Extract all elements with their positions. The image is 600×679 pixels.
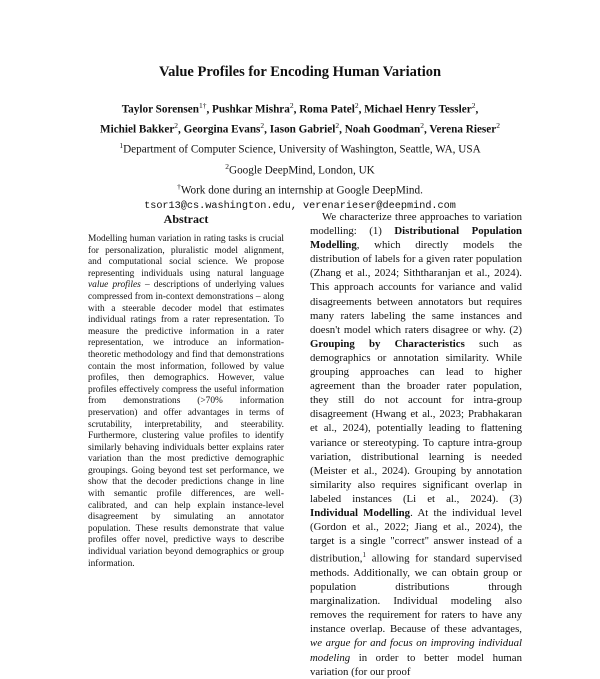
author-name: Michael Henry Tessler [364,103,472,116]
affiliation-mark: 1 [119,141,124,151]
affiliation-2 [40,159,560,179]
affiliation-mark: 2 [225,161,229,171]
author-name: Georgina Evans [183,123,261,136]
intro-paragraph [310,210,522,679]
affiliation-text: Department of Computer Science, University of Washington, Seattle, WA, USA [123,144,481,157]
note-mark: † [177,181,181,191]
affiliation-1 [40,138,560,158]
author-affiliation-mark: 2 [354,101,359,110]
author-name: Pushkar Mishra [212,103,290,116]
author-emails: tsor13@cs.washington.edu, verenarieser@deepmind.com [144,201,456,213]
affiliation-text: Google DeepMind, London, UK [229,164,375,177]
intro-text: We characterize three approaches to variation modelling: (1) [310,211,522,238]
author-name: Roma Patel [299,103,355,116]
intro-text: , which directly models the distribution of labels for a given rater population (Zhang et al., 2024; Siththaranjan et al., 2024). This approach accounts for variance and valid disagreements between annotators but requires many raters labeling the same instances and doesn't model which raters disagree or why. (2) [310,239,522,336]
author-name: Michiel Bakker [100,123,175,136]
footnote-mark[interactable]: 1 [362,551,366,560]
abstract-text: – descriptions of underlying values compressed from in-context demonstrations – along with a steerable decoder model that estimates individual ratings from a rater representation. To measure the predictive information in a rater representation, we introduce an information-theoretic methodology and find that demonstrations contain the most information, followed by value profiles, then demographics. However, value profiles effectively compress the useful information from demonstrations (>70% information preservation) and offer advantages in terms of scrutability, interpretability, and steerability. Furthermore, clustering value profiles to identify similarly behaving individuals better explains rater variation than the most predictive demographic groupings. Going beyond test set performance, we show that the decoder predictions change in line with semantic profile differences, are well-calibrated, and can help explain instance-level disagreement by simulating an annotator population. These results demonstrate that value profiles offer novel, predictive ways to describe individual variation beyond demographics or group information. [88,280,284,569]
intro-text: allowing for standard supervised methods. Additionally, we can obtain group or population distributions through marginalization. Individual modeling also removes the requirement for raters to have any instance overlap. Because of these advantages, [310,552,522,636]
intro-italic-phrase: we argue for and focus on improving individual modeling [310,637,522,664]
author-block [40,98,560,215]
author-affiliation-mark: 2 [174,121,179,131]
abstract-text: Modelling human variation in rating tasks is crucial for personalization, pluralistic model alignment, and computational social science. We propose representing individuals using natural language [88,234,284,279]
author-note [40,179,560,199]
author-name: Noah Goodman [344,123,421,136]
author-name: Taylor Sorensen [121,103,199,116]
intro-bold-term: Distributional Population Modelling [310,225,522,252]
author-affiliation-mark: 1† [198,101,207,110]
author-line-1: Taylor Sorensen$^{1\dagger}$, Pushkar Mishra$^2$, Roma Patel$^2$, Michael Henry Tessler$^2$, [121,101,479,116]
abstract-heading: Abstract [163,212,209,226]
author-affiliation-mark: 2 [260,121,265,131]
author-affiliation-mark: 2 [496,121,500,131]
intro-bold-term: Grouping by Characteristics [310,337,465,350]
intro-bold-term: Individual Modelling [310,506,411,519]
author-name: Iason Gabriel [269,123,336,136]
note-text: Work done during an internship at Google DeepMind. [180,184,423,197]
paper-title: Value Profiles for Encoding Human Variation [158,64,442,80]
author-affiliation-mark: 2 [420,121,424,131]
author-affiliation-mark: 2 [335,121,340,131]
author-affiliation-mark: 2 [289,101,294,110]
intro-text: . At the individual level (Gordon et al., 2022; Jiang et al., 2024), the target is a single "correct" answer instead of a distribution, [310,506,522,565]
author-line-2: Michiel Bakker$^2$, Georgina Evans$^2$, Iason Gabriel$^2$, Noah Goodman$^2$, Verena Rieser$^2$ [100,121,500,136]
abstract-body [88,234,284,570]
author-affiliation-mark: 2 [471,101,476,110]
intro-text: such as demographics or annotation similarity. While grouping approaches can lead to higher agreement than the broader rater population, they still do not account for intra-group disagreement (Hwang et al., 2023; Prabhakaran et al., 2024), potentially leading to flattening variance or stereotyping. To capture intra-group variation, distributional learning is needed (Meister et al., 2024). Grouping by annotation similarity also requires significant overlap in labeled instances (Li et al., 2024). (3) [310,337,523,505]
author-name: Verena Rieser [429,123,497,136]
intro-text: in order to better model human variation (for our proof [310,651,522,678]
abstract-italic-term: value profiles [88,280,141,291]
